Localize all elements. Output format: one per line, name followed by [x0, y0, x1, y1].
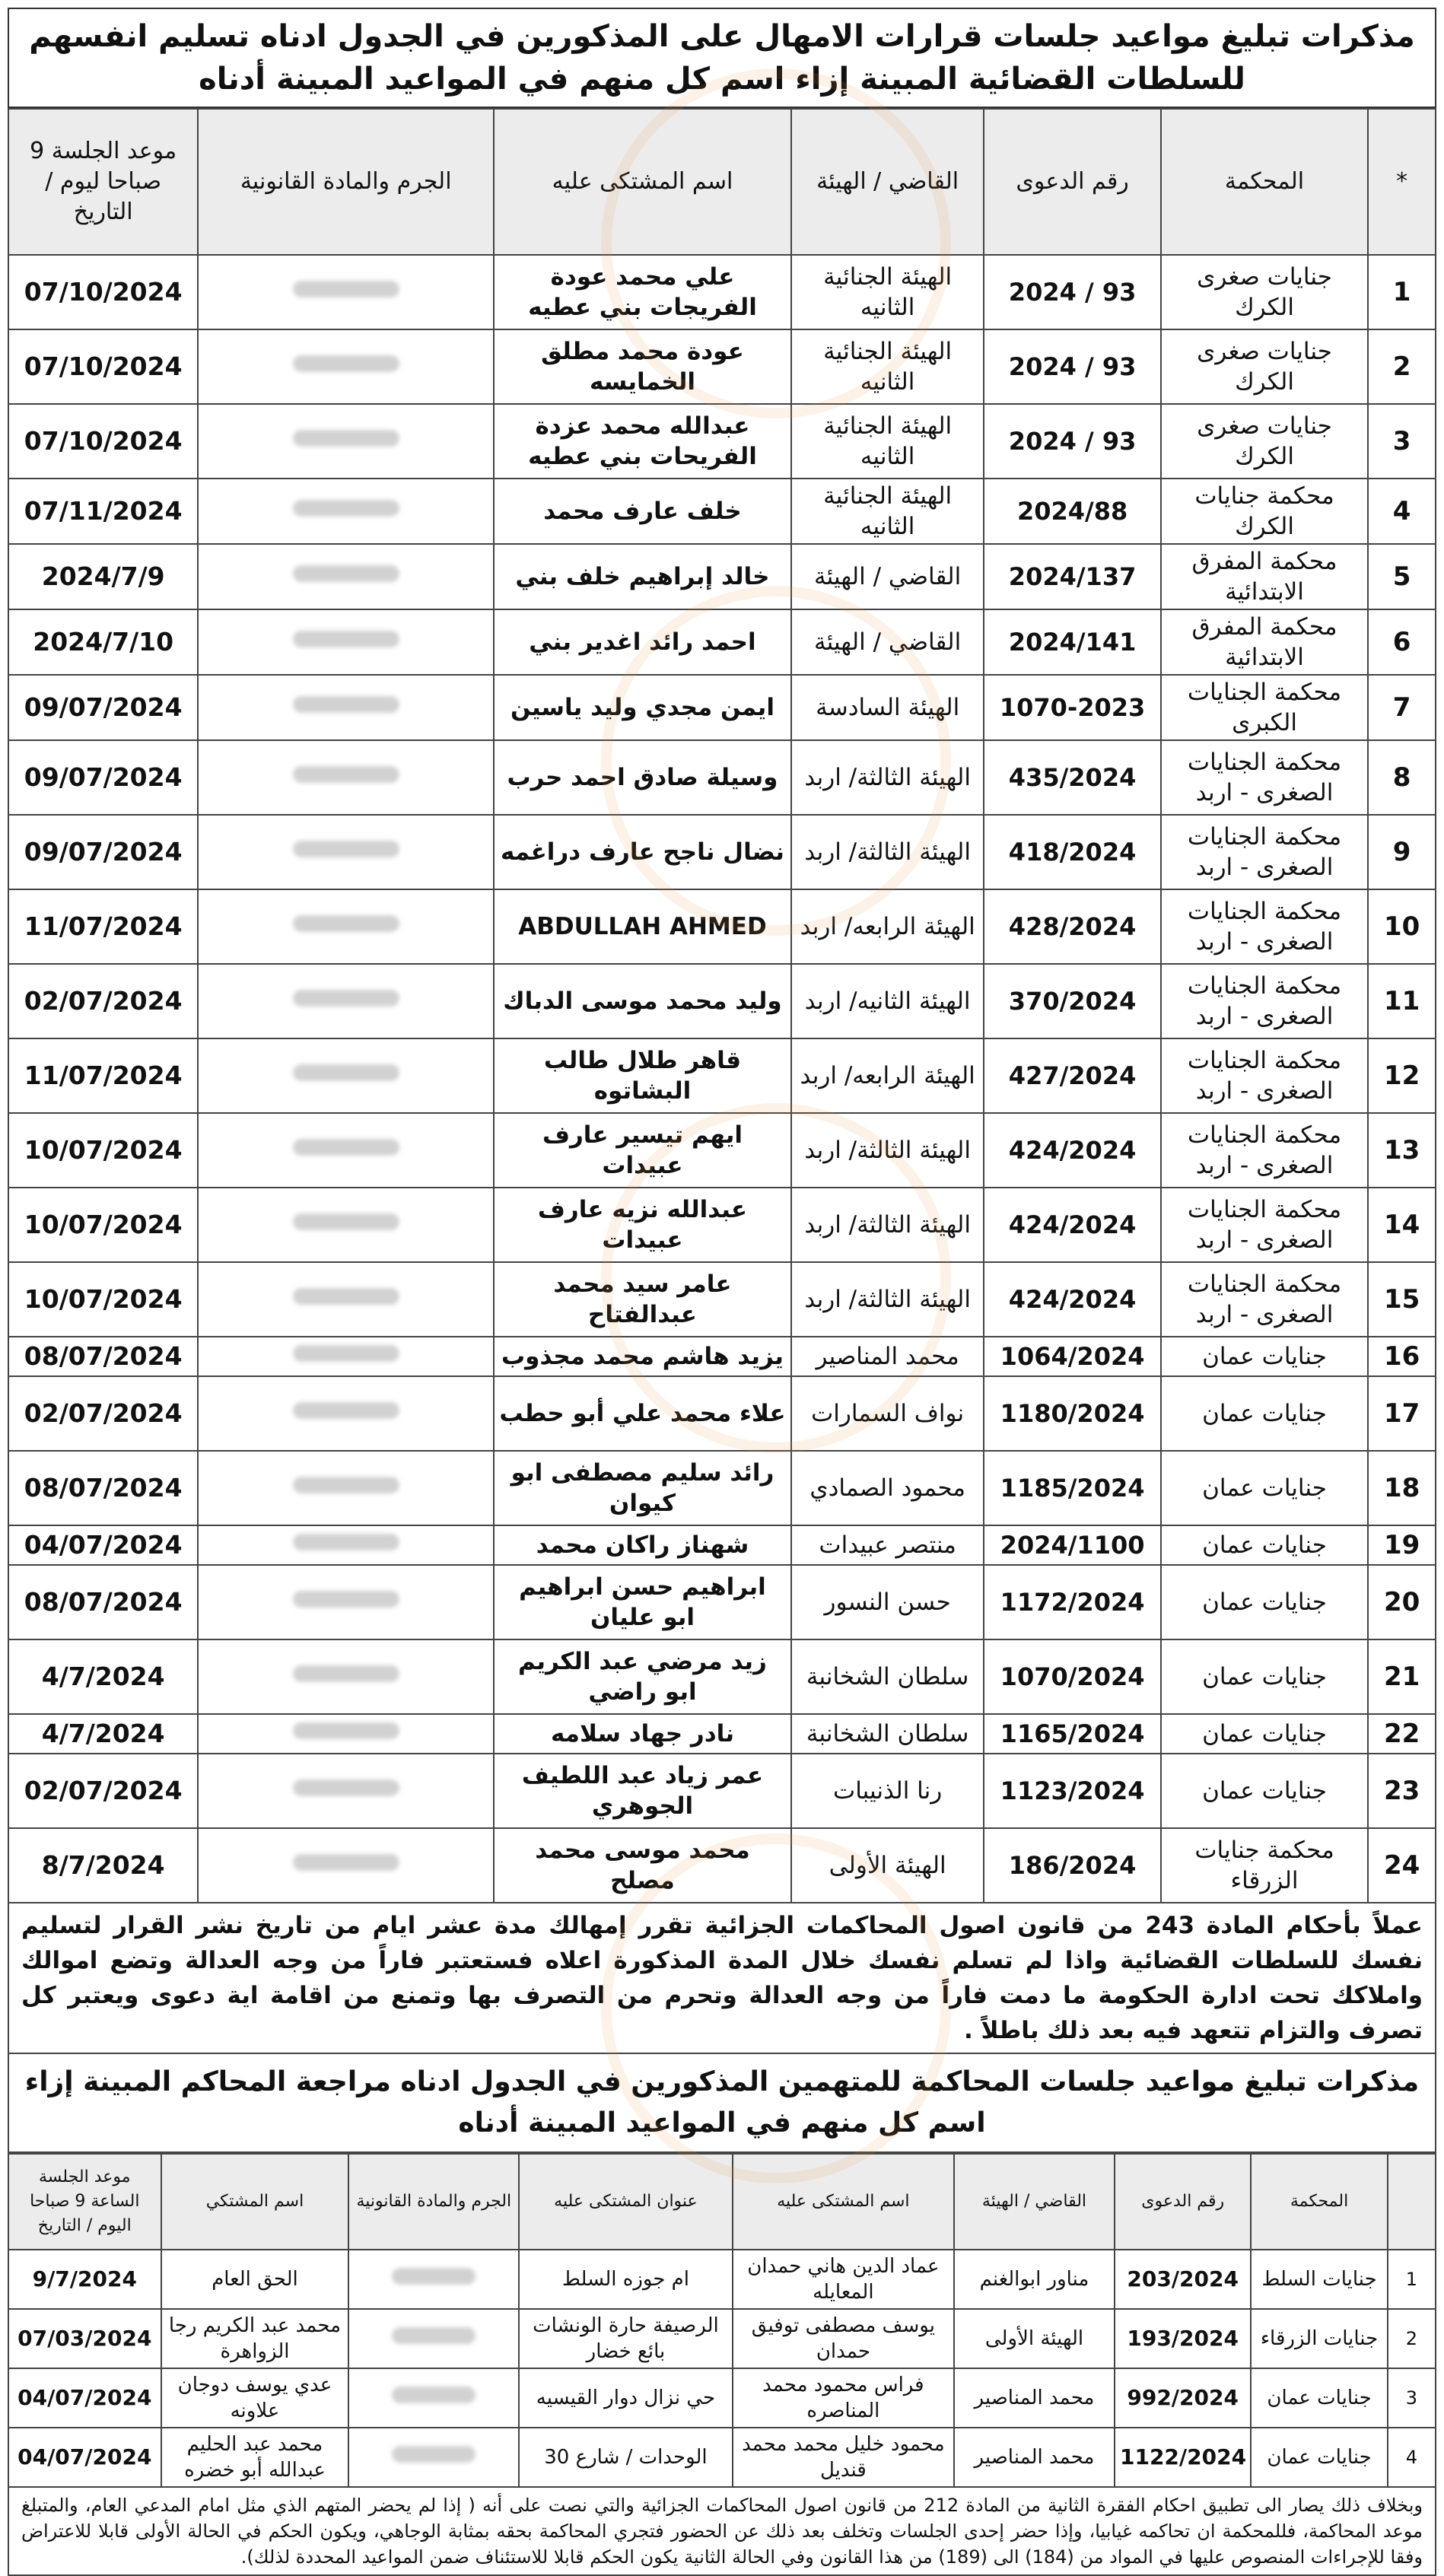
defendant-name: ابراهيم حسن ابراهيم ابو عليان — [494, 1565, 791, 1639]
charge-redacted — [348, 2250, 519, 2309]
session-date: 04/07/2024 — [8, 2368, 161, 2428]
table-row — [8, 1565, 1436, 1639]
article-212-footnote: وبخلاف ذلك يصار الى تطبيق احكام الفقرة الثانية من المادة 212 من قانون اصول المحاكمات الجزائية والتي نصت على أنه ( إذا لم يحضر المتهم الذي مثل امام المدعي العام، والمتبلغ موعد المحاكمة، فللمحكمة ان تحاكمه غيابيا، وإذا حضر إحدى الجلسات وتخلف بعد ذلك عن الحضور فتجري المحاكمة بحقه بمثابة الوجاهي، ويكون الحكم في الحالة الأولى قابلا للاعتراض وفقا للإجراءات المنصوص عليها في المواد من (184) الى (189) من هذا القانون وفي الحالة الثانية يكون الحكم قابلا للاستئناف ضمن المواعيد المحددة لذلك). — [8, 2488, 1436, 2576]
complainant-name: عدي يوسف دوجان علاونه — [161, 2368, 349, 2428]
case-number: 424/2024 — [984, 1188, 1160, 1262]
court-name: جنايات الزرقاء — [1251, 2309, 1387, 2368]
charge-redacted — [198, 1639, 494, 1714]
defendant-name: يوسف مصطفى توفيق حمدان — [733, 2309, 954, 2368]
row-index: 4 — [1368, 479, 1436, 544]
charge-redacted — [198, 1451, 494, 1525]
court-name: محكمة الجنايات الصغرى - اربد — [1161, 1188, 1369, 1262]
session-date: 07/10/2024 — [8, 404, 198, 479]
defendant-name: علاء محمد علي أبو حطب — [494, 1376, 791, 1451]
session-date: 2024/7/10 — [8, 609, 198, 675]
judge-panel: الهيئة الثالثة/ اربد — [791, 740, 984, 815]
charge-redacted — [198, 740, 494, 815]
charge-redacted — [198, 964, 494, 1038]
table-row — [8, 1754, 1436, 1828]
redaction-blur — [293, 565, 399, 582]
defendant-name: يزيد هاشم محمد مجذوب — [494, 1337, 791, 1376]
redaction-blur — [293, 1402, 399, 1419]
col-header-case-number: رقم الدعوى — [1115, 2154, 1251, 2250]
defendant-name: خالد إبراهيم خلف بني — [494, 544, 791, 609]
charge-redacted — [198, 1262, 494, 1337]
row-index: 21 — [1368, 1639, 1436, 1714]
judge-panel: نواف السمارات — [791, 1376, 984, 1451]
case-number: 2024/1100 — [984, 1525, 1160, 1565]
defendant-address: الوحدات / شارع 30 — [519, 2428, 733, 2487]
case-number: 427/2024 — [984, 1038, 1160, 1113]
case-number: 1122/2024 — [1115, 2428, 1251, 2487]
court-name: جنايات عمان — [1161, 1565, 1369, 1639]
defendant-name: محمد موسى محمد مصلح — [494, 1828, 791, 1903]
court-name: جنايات عمان — [1161, 1525, 1369, 1565]
table-row — [8, 1714, 1436, 1754]
table-row — [8, 609, 1436, 675]
table-row — [8, 2309, 1436, 2368]
row-index: 18 — [1368, 1451, 1436, 1525]
court-name: جنايات السلط — [1251, 2250, 1387, 2309]
col-header-index: * — [1368, 109, 1436, 255]
row-index: 14 — [1368, 1188, 1436, 1262]
row-index: 11 — [1368, 964, 1436, 1038]
defendant-name: نضال ناجح عارف دراغمه — [494, 815, 791, 889]
case-number: 424/2024 — [984, 1262, 1160, 1337]
table-row — [8, 1262, 1436, 1337]
case-number: 424/2024 — [984, 1113, 1160, 1188]
court-name: جنايات عمان — [1161, 1714, 1369, 1754]
article-243-notice: عملاً بأحكام المادة 243 من قانون اصول المحاكمات الجزائية تقرر إمهالك مدة عشر ايام من تاريخ نشر القرار لتسليم نفسك للسلطات القضائية واذا لم تسلم نفسك خلال المدة المذكورة اعلاه فستعتبر فاراً من وجه العدالة وتضع اموالك واملاكك تحت ادارة الحكومة ما دمت فاراً من وجه العدالة وتحرم من التصرف بها وتمنع من اقامة اية دعوى ويعتبر كل تصرف والتزام تتعهد فيه بعد ذلك باطلاً . — [8, 1903, 1436, 2054]
defendant-name: عماد الدين هاني حمدان المعايله — [733, 2250, 954, 2309]
redaction-blur — [293, 766, 399, 783]
row-index: 2 — [1388, 2309, 1436, 2368]
defendant-name: فراس محمود محمد المناصره — [733, 2368, 954, 2428]
session-date: 10/07/2024 — [8, 1262, 198, 1337]
redaction-blur — [293, 430, 399, 447]
session-date: 08/07/2024 — [8, 1565, 198, 1639]
judge-panel: الهيئة الأولى — [791, 1828, 984, 1903]
row-index: 24 — [1368, 1828, 1436, 1903]
judge-panel: حسن النسور — [791, 1565, 984, 1639]
judge-panel: الهيئة الثالثة/ اربد — [791, 815, 984, 889]
court-name: جنايات عمان — [1161, 1337, 1369, 1376]
redaction-blur — [293, 1665, 399, 1682]
judge-panel: الهيئة الرابعه/ اربد — [791, 1038, 984, 1113]
charge-redacted — [198, 609, 494, 675]
col-header-session-date: موعد الجلسة 9 صباحا ليوم / التاريخ — [8, 109, 198, 255]
judge-panel: سلطان الشخانبة — [791, 1714, 984, 1754]
judge-panel: الهيئة الجنائية الثانيه — [791, 255, 984, 329]
col-header-defendant-address: عنوان المشتكى عليه — [519, 2154, 733, 2250]
defendant-address: الرصيفة حارة الونشات بائع خضار — [519, 2309, 733, 2368]
row-index: 2 — [1368, 329, 1436, 404]
defendant-name: قاهر طلال طالب البشاتوه — [494, 1038, 791, 1113]
redaction-blur — [293, 1288, 399, 1305]
judge-panel: محمد المناصير — [954, 2428, 1115, 2487]
court-name: محكمة الجنايات الصغرى - اربد — [1161, 815, 1369, 889]
redaction-blur — [293, 1591, 399, 1608]
court-name: محكمة الجنايات الصغرى - اربد — [1161, 1038, 1369, 1113]
defendant-name: نادر جهاد سلامه — [494, 1714, 791, 1754]
session-date: 04/07/2024 — [8, 1525, 198, 1565]
judge-panel: الهيئة الثالثة/ اربد — [791, 1262, 984, 1337]
charge-redacted — [198, 815, 494, 889]
charge-redacted — [198, 544, 494, 609]
deadline-notices-table — [8, 108, 1436, 1903]
row-index: 22 — [1368, 1714, 1436, 1754]
session-date: 11/07/2024 — [8, 1038, 198, 1113]
redaction-blur — [293, 631, 399, 647]
col-header-court: المحكمة — [1251, 2154, 1387, 2250]
redaction-blur — [293, 500, 399, 517]
redaction-blur — [293, 1477, 399, 1493]
row-index: 1 — [1388, 2250, 1436, 2309]
session-date: 2024/7/9 — [8, 544, 198, 609]
case-number: 428/2024 — [984, 889, 1160, 964]
defendant-name: ABDULLAH AHMED — [494, 889, 791, 964]
charge-redacted — [198, 1828, 494, 1903]
session-date: 09/07/2024 — [8, 740, 198, 815]
session-date: 8/7/2024 — [8, 1828, 198, 1903]
defendant-name: عمر زياد عبد اللطيف الجوهري — [494, 1754, 791, 1828]
charge-redacted — [198, 1525, 494, 1565]
charge-redacted — [198, 1714, 494, 1754]
defendant-name: خلف عارف محمد — [494, 479, 791, 544]
judge-panel: محمد المناصير — [954, 2368, 1115, 2428]
table-row — [8, 1113, 1436, 1188]
charge-redacted — [198, 1188, 494, 1262]
charge-redacted — [198, 255, 494, 329]
case-number: 2024/88 — [984, 479, 1160, 544]
top-header-title: مذكرات تبليغ مواعيد جلسات قرارات الامهال على المذكورين في الجدول ادناه تسليم انفسهم للسلطات القضائية المبينة إزاء اسم كل منهم في المواعيد المبينة أدناه — [8, 8, 1436, 108]
row-index: 23 — [1368, 1754, 1436, 1828]
defendant-address: ام جوزه السلط — [519, 2250, 733, 2309]
row-index: 3 — [1388, 2368, 1436, 2428]
judge-panel: الهيئة الثالثة/ اربد — [791, 1188, 984, 1262]
court-name: محكمة الجنايات الكبرى — [1161, 675, 1369, 740]
redaction-blur — [293, 1139, 399, 1156]
session-date: 07/11/2024 — [8, 479, 198, 544]
row-index: 8 — [1368, 740, 1436, 815]
table-row — [8, 479, 1436, 544]
case-number: 203/2024 — [1115, 2250, 1251, 2309]
redaction-blur — [392, 2446, 476, 2463]
row-index: 15 — [1368, 1262, 1436, 1337]
row-index: 12 — [1368, 1038, 1436, 1113]
redaction-blur — [293, 841, 399, 857]
redaction-blur — [293, 281, 399, 297]
session-date: 02/07/2024 — [8, 1376, 198, 1451]
table-row — [8, 889, 1436, 964]
defendant-name: احمد رائد اغدير بني — [494, 609, 791, 675]
defendant-name: عودة محمد مطلق الخمايسه — [494, 329, 791, 404]
judge-panel: الهيئة الجنائية الثانيه — [791, 404, 984, 479]
defendant-name: شهناز راكان محمد — [494, 1525, 791, 1565]
complainant-name: محمد عبد الحليم عبدالله أبو خضره — [161, 2428, 349, 2487]
court-name: محكمة جنايات الكرك — [1161, 479, 1369, 544]
judge-panel: مناور ابوالغنم — [954, 2250, 1115, 2309]
session-date: 4/7/2024 — [8, 1639, 198, 1714]
second-header-title: مذكرات تبليغ مواعيد جلسات المحاكمة للمتهمين المذكورين في الجدول ادناه مراجعة المحاكم المبينة إزاء اسم كل منهم في المواعيد المبينة أدناه — [8, 2054, 1436, 2153]
row-index: 20 — [1368, 1565, 1436, 1639]
defendant-name: زيد مرضي عبد الكريم ابو راضي — [494, 1639, 791, 1714]
defendant-name: علي محمد عودة الفريجات بني عطيه — [494, 255, 791, 329]
col-header-session-date: موعد الجلسة الساعة 9 صباحا اليوم / التاريخ — [8, 2154, 161, 2250]
row-index: 5 — [1368, 544, 1436, 609]
defendant-name: وليد محمد موسى الدباك — [494, 964, 791, 1038]
defendant-name: رائد سليم مصطفى ابو كيوان — [494, 1451, 791, 1525]
redaction-blur — [293, 1722, 399, 1739]
case-number: 1180/2024 — [984, 1376, 1160, 1451]
session-date: 07/03/2024 — [8, 2309, 161, 2368]
defendant-name: ايهم تيسير عارف عبيدات — [494, 1113, 791, 1188]
court-name: محكمة الجنايات الصغرى - اربد — [1161, 889, 1369, 964]
table-row — [8, 815, 1436, 889]
session-date: 07/10/2024 — [8, 255, 198, 329]
case-number: 2024/141 — [984, 609, 1160, 675]
case-number: 1064/2024 — [984, 1337, 1160, 1376]
case-number: 2024 / 93 — [984, 404, 1160, 479]
redaction-blur — [392, 2387, 476, 2403]
table-row — [8, 1038, 1436, 1113]
defendant-address: حي نزال دوار القيسيه — [519, 2368, 733, 2428]
court-name: جنايات عمان — [1161, 1376, 1369, 1451]
judge-panel: منتصر عبيدات — [791, 1525, 984, 1565]
charge-redacted — [198, 889, 494, 964]
col-header-defendant: اسم المشتكى عليه — [733, 2154, 954, 2250]
case-number: 418/2024 — [984, 815, 1160, 889]
case-number: 186/2024 — [984, 1828, 1160, 1903]
redaction-blur — [293, 1213, 399, 1230]
court-name: محكمة المفرق الابتدائية — [1161, 544, 1369, 609]
row-index: 17 — [1368, 1376, 1436, 1451]
court-name: جنايات صغرى الكرك — [1161, 404, 1369, 479]
case-number: 193/2024 — [1115, 2309, 1251, 2368]
table-row — [8, 1376, 1436, 1451]
court-name: جنايات عمان — [1161, 1639, 1369, 1714]
judge-panel: الهيئة الجنائية الثانيه — [791, 479, 984, 544]
charge-redacted — [198, 1565, 494, 1639]
charge-redacted — [198, 1113, 494, 1188]
judge-panel: القاضي / الهيئة — [791, 609, 984, 675]
court-name: جنايات صغرى الكرك — [1161, 255, 1369, 329]
redaction-blur — [293, 696, 399, 713]
row-index: 4 — [1388, 2428, 1436, 2487]
session-date: 08/07/2024 — [8, 1337, 198, 1376]
table-row — [8, 404, 1436, 479]
defendant-name: عبدالله محمد عزدة الفريحات بني عطيه — [494, 404, 791, 479]
table-row — [8, 1828, 1436, 1903]
table-row — [8, 1639, 1436, 1714]
charge-redacted — [198, 675, 494, 740]
redaction-blur — [293, 355, 399, 372]
judge-panel: الهيئة الرابعه/ اربد — [791, 889, 984, 964]
col-header-defendant: اسم المشتكى عليه — [494, 109, 791, 255]
row-index: 1 — [1368, 255, 1436, 329]
row-index: 13 — [1368, 1113, 1436, 1188]
charge-redacted — [198, 329, 494, 404]
judge-panel: الهيئة السادسة — [791, 675, 984, 740]
charge-redacted — [348, 2309, 519, 2368]
redaction-blur — [293, 1345, 399, 1362]
table-row — [8, 544, 1436, 609]
table-row — [8, 740, 1436, 815]
judge-panel: سلطان الشخانبة — [791, 1639, 984, 1714]
court-name: محكمة الجنايات الصغرى - اربد — [1161, 740, 1369, 815]
session-date: 02/07/2024 — [8, 964, 198, 1038]
judge-panel: محمد المناصير — [791, 1337, 984, 1376]
case-number: 2024 / 93 — [984, 255, 1160, 329]
table-row — [8, 1451, 1436, 1525]
judge-panel: الهيئة الجنائية الثانيه — [791, 329, 984, 404]
charge-redacted — [198, 1376, 494, 1451]
case-number: 2024 / 93 — [984, 329, 1160, 404]
table-row — [8, 2250, 1436, 2309]
charge-redacted — [198, 1337, 494, 1376]
judge-panel: محمود الصمادي — [791, 1451, 984, 1525]
session-date: 04/07/2024 — [8, 2428, 161, 2487]
charge-redacted — [198, 404, 494, 479]
session-date: 9/7/2024 — [8, 2250, 161, 2309]
charge-redacted — [198, 479, 494, 544]
case-number: 370/2024 — [984, 964, 1160, 1038]
table-row — [8, 675, 1436, 740]
col-header-charge: الجرم والمادة القانونية — [348, 2154, 519, 2250]
case-number: 1123/2024 — [984, 1754, 1160, 1828]
row-index: 6 — [1368, 609, 1436, 675]
court-name: محكمة المفرق الابتدائية — [1161, 609, 1369, 675]
case-number: 1070/2024 — [984, 1639, 1160, 1714]
session-date: 10/07/2024 — [8, 1188, 198, 1262]
session-date: 07/10/2024 — [8, 329, 198, 404]
table-row — [8, 964, 1436, 1038]
court-name: جنايات عمان — [1251, 2368, 1387, 2428]
col-header-court: المحكمة — [1161, 109, 1369, 255]
judge-panel: الهيئة الثانيه/ اربد — [791, 964, 984, 1038]
defendant-name: محمود خليل محمد محمد قنديل — [733, 2428, 954, 2487]
col-header-index — [1388, 2154, 1436, 2250]
table1-header-row — [8, 109, 1436, 255]
charge-redacted — [198, 1754, 494, 1828]
col-header-judge: القاضي / الهيئة — [791, 109, 984, 255]
judge-panel: رنا الذنيبات — [791, 1754, 984, 1828]
defendant-name: عامر سيد محمد عبدالفتاح — [494, 1262, 791, 1337]
case-number: 2024/137 — [984, 544, 1160, 609]
col-header-charge: الجرم والمادة القانونية — [198, 109, 494, 255]
judge-panel: الهيئة الأولى — [954, 2309, 1115, 2368]
trial-sessions-table — [8, 2153, 1436, 2488]
row-index: 3 — [1368, 404, 1436, 479]
document-page — [8, 8, 1436, 2576]
court-name: جنايات عمان — [1161, 1754, 1369, 1828]
table-row — [8, 1188, 1436, 1262]
redaction-blur — [392, 2327, 476, 2344]
table-row — [8, 1525, 1436, 1565]
defendant-name: عبدالله نزيه عارف عبيدات — [494, 1188, 791, 1262]
charge-redacted — [348, 2428, 519, 2487]
court-name: محكمة الجنايات الصغرى - اربد — [1161, 1262, 1369, 1337]
row-index: 7 — [1368, 675, 1436, 740]
complainant-name: الحق العام — [161, 2250, 349, 2309]
row-index: 9 — [1368, 815, 1436, 889]
court-name: محكمة الجنايات الصغرى - اربد — [1161, 1113, 1369, 1188]
row-index: 19 — [1368, 1525, 1436, 1565]
col-header-complainant: اسم المشتكي — [161, 2154, 349, 2250]
redaction-blur — [293, 1854, 399, 1871]
session-date: 02/07/2024 — [8, 1754, 198, 1828]
case-number: 1070-2023 — [984, 675, 1160, 740]
judge-panel: الهيئة الثالثة/ اربد — [791, 1113, 984, 1188]
judge-panel: القاضي / الهيئة — [791, 544, 984, 609]
case-number: 992/2024 — [1115, 2368, 1251, 2428]
charge-redacted — [348, 2368, 519, 2428]
redaction-blur — [293, 915, 399, 932]
redaction-blur — [293, 1779, 399, 1796]
table2-header-row — [8, 2154, 1436, 2250]
table-row — [8, 2368, 1436, 2428]
redaction-blur — [293, 990, 399, 1007]
court-name: محكمة الجنايات الصغرى - اربد — [1161, 964, 1369, 1038]
case-number: 1185/2024 — [984, 1451, 1160, 1525]
row-index: 10 — [1368, 889, 1436, 964]
court-name: جنايات عمان — [1251, 2428, 1387, 2487]
court-name: جنايات عمان — [1161, 1451, 1369, 1525]
case-number: 1172/2024 — [984, 1565, 1160, 1639]
table-row — [8, 2428, 1436, 2487]
session-date: 09/07/2024 — [8, 815, 198, 889]
session-date: 10/07/2024 — [8, 1113, 198, 1188]
table-row — [8, 1337, 1436, 1376]
session-date: 08/07/2024 — [8, 1451, 198, 1525]
redaction-blur — [392, 2268, 476, 2285]
table-row — [8, 255, 1436, 329]
table-row — [8, 329, 1436, 404]
row-index: 16 — [1368, 1337, 1436, 1376]
charge-redacted — [198, 1038, 494, 1113]
session-date: 4/7/2024 — [8, 1714, 198, 1754]
session-date: 09/07/2024 — [8, 675, 198, 740]
redaction-blur — [293, 1534, 399, 1550]
session-date: 11/07/2024 — [8, 889, 198, 964]
court-name: محكمة جنايات الزرقاء — [1161, 1828, 1369, 1903]
court-name: جنايات صغرى الكرك — [1161, 329, 1369, 404]
case-number: 1165/2024 — [984, 1714, 1160, 1754]
defendant-name: وسيلة صادق احمد حرب — [494, 740, 791, 815]
complainant-name: محمد عبد الكريم رجا الزواهرة — [161, 2309, 349, 2368]
col-header-case-number: رقم الدعوى — [984, 109, 1160, 255]
redaction-blur — [293, 1064, 399, 1081]
case-number: 435/2024 — [984, 740, 1160, 815]
col-header-judge: القاضي / الهيئة — [954, 2154, 1115, 2250]
defendant-name: ايمن مجدي وليد ياسين — [494, 675, 791, 740]
